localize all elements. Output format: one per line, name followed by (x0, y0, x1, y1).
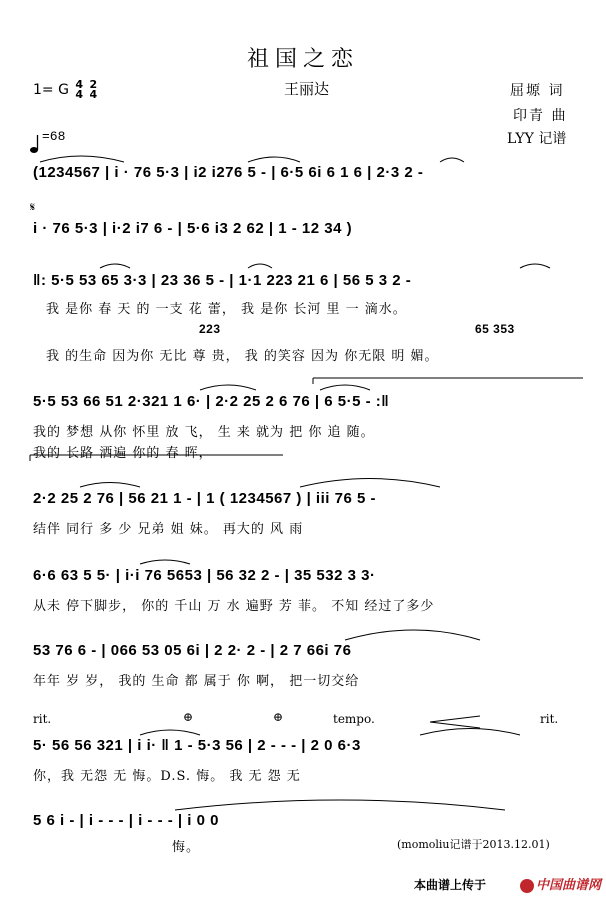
score-row-8: 5· 56 56 321 | i i· ‖ 1 - 5·3 56 | 2 - - - | 2 0 6·3 (33, 737, 361, 754)
coda-icon-1: ⊕ (183, 710, 194, 724)
transcriber-credit: LYY 记谱 (507, 131, 567, 147)
segno-icon: 𝄋 (30, 200, 36, 214)
score-row-9: 5 6 i - | i - - - | i - - - | i 0 0 (33, 812, 219, 829)
score-row-3: ‖: 5·5 53 65 3·3 | 23 36 5 - | 1·1 223 21 6 | 56 5 3 2 - (33, 272, 412, 289)
lyric-row-4-verse-2: 我的 长路 洒遍 你的 春 晖， (33, 446, 213, 461)
ritardando-marking-2: rit. (540, 712, 559, 726)
score-row-4: 5·5 53 66 51 2·321 1 6· | 2·2 25 2 6 76 | 6 5·5 - :‖ (33, 393, 390, 410)
lyric-row-3-verse-2: 我 的生命 因为你 无比 尊 贵， 我 的笑容 因为 你无限 明 媚。 (46, 349, 439, 364)
score-row-2: i · 76 5·3 | i·2 i7 6 - | 5·6 i3 2 62 | 1 - 12 34 ) (33, 220, 353, 237)
ornament-notes-2: 65 353 (475, 322, 515, 336)
lyric-row-7: 年年 岁 岁， 我的 生命 都 属于 你 啊， 把一切交给 (33, 674, 360, 689)
lyricist-credit: 屈塬 词 (510, 83, 565, 99)
lyric-row-5: 结伴 同行 多 少 兄弟 姐 妹。 再大的 风 雨 (33, 522, 304, 537)
time-signature-4-4: 4 4 (75, 78, 84, 101)
site-logo: 中国曲谱网 (520, 874, 601, 893)
lyric-row-3-verse-1: 我 是你 春 天 的 一支 花 蕾， 我 是你 长河 里 一 滴水。 (46, 302, 407, 317)
score-row-7: 53 76 6 - | 066 53 05 6i | 2 2· 2 - | 2 7 66i 76 (33, 642, 352, 659)
transcription-signature: (momoliu记谱于2013.12.01) (397, 838, 550, 851)
time-signature-2-4: 2 4 (89, 78, 98, 101)
score-row-5: 2·2 25 2 76 | 56 21 1 - | 1 ( 1234567 ) | iii 76 5 - (33, 490, 376, 507)
score-row-1: (1234567 | i · 76 5·3 | i2 i276 5 - | 6·5 6i 6 1 6 | 2·3 2 - (33, 164, 424, 181)
key-label: 1= G (33, 82, 69, 98)
a-tempo-marking: tempo. (333, 712, 375, 726)
page-title: 祖国之恋 (246, 47, 359, 72)
composer-credit: 印青 曲 (513, 108, 568, 124)
coda-icon-2: ⊕ (273, 710, 284, 724)
lyric-row-6: 从未 停下脚步， 你的 千山 万 水 遍野 芳 菲。 不知 经过了多少 (33, 599, 435, 614)
singer-name: 王丽达 (284, 80, 330, 98)
ornament-notes-1: 223 (199, 322, 221, 336)
lyric-row-4-verse-1: 我的 梦想 从你 怀里 放 飞， 生 来 就为 把 你 追 随。 (33, 425, 375, 440)
tempo-marking: =68 (42, 129, 66, 144)
upload-notice: 本曲谱上传于 (414, 878, 487, 892)
score-row-6: 6·6 63 5 5· | i·i 76 5653 | 56 32 2 - | 35 532 3 3· (33, 567, 376, 584)
lyric-row-9: 悔。 (172, 840, 201, 855)
lyric-row-8: 你，我 无怨 无 悔。D.S. 悔。 我 无 怨 无 (33, 769, 301, 784)
ritardando-marking-1: rit. (33, 712, 52, 726)
